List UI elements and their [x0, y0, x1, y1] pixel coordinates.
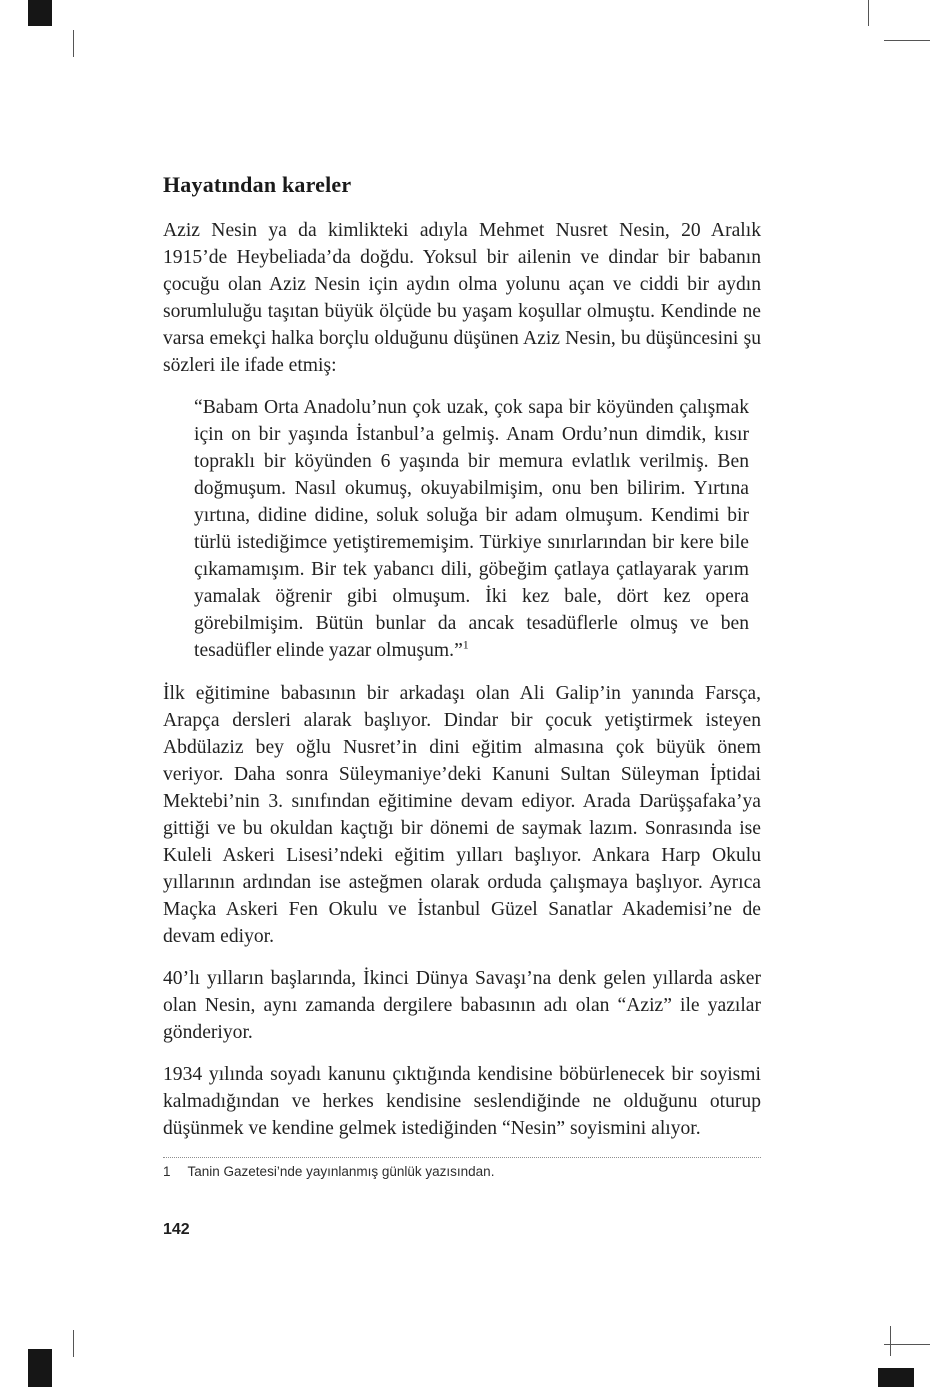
- crop-mark-line-bottom-left: [73, 1330, 74, 1357]
- footnote-text: Tanin Gazetesi’nde yayınlanmış günlük yazısından.: [187, 1164, 495, 1179]
- crop-mark-line-top-left: [73, 30, 74, 57]
- paragraph-education: İlk eğitimine babasının bir arkadaşı olan Ali Galip’in yanında Farsça, Arapça dersleri alarak başlıyor. Dindar bir çocuk yetiştirmek isteyen Abdülaziz bey oğlu Nusret’in dini eğitim almasına çok büyük önem veriyor. Daha sonra Süleymaniye’deki Kanuni Sultan Süleyman İptidai Mektebi’nin 3. sınıfından eğitimine devam ediyor. Arada Darüşşafaka’ya gittiği ve bu okuldan kaçtığı bir dönemi de saymak lazım. Sonrasında ise Kuleli Askeri Lisesi’ndeki eğitim yılları başlıyor. Ankara Harp Okulu yıllarının ardından ise asteğmen olarak orduda çalışmaya başlıyor. Ayrıca Maçka Askeri Fen Okulu ve İstanbul Güzel Sanatlar Akademisi’ne de devam ediyor.: [163, 683, 761, 947]
- crop-mark-line-top-right-horizontal: [884, 40, 930, 41]
- crop-mark-line-bottom-right-vertical: [890, 1326, 891, 1356]
- footnote-number: 1: [163, 1164, 171, 1179]
- paragraph-intro: Aziz Nesin ya da kimlikteki adıyla Mehmet Nusret Nesin, 20 Aralık 1915’de Heybeliada’da doğdu. Yoksul bir ailenin ve dindar bir babanın çocuğu olan Aziz Nesin için aydın olma yolunu açan ve ciddi bir aydın sorumluluğu taşıtan büyük ölçüde bu yaşam koşullar olmuştu. Kendinde ne varsa emekçi halka borçlu olduğunu düşünen Aziz Nesin, bu düşüncesini şu sözleri ile ifade etmiş:: [163, 220, 761, 376]
- blockquote-text: “Babam Orta Anadolu’nun çok uzak, çok sapa bir köyünden çalışmak için on bir yaşında İstanbul’a gelmiş. Anam Ordu’nun dimdik, kısır topraklı bir köyünden 6 yaşında bir memura evlatlık verilmiş. Ben doğmuşum. Nasıl okumuş, okuyabilmişim, onu ben bilirim. Yırtına yırtına, didine didine, soluk soluğa bir adam olmuşum. Kendimi bir türlü istediğimce yetiştirememişim. Türkiye sınırlarından bir kere bile çıkamamışım. Bir tek yabancı dili, göbeğim çatlaya çatlayarak yarım yamalak öğrenir gibi olmuşum. İki kez bale, dört kez opera görebilmişim. Bütün bunlar da ancak tesadüflerle olmuş ve ben tesadüfler elinde yazar olmuşum.”: [194, 397, 749, 661]
- page-content: [163, 172, 761, 1239]
- crop-mark-square-bottom-right: [878, 1368, 914, 1387]
- page-number: 142: [163, 1221, 190, 1238]
- blockquote: [194, 394, 749, 664]
- page-title: Hayatından kareler: [163, 172, 352, 197]
- paragraph-war-years: 40’lı yılların başlarında, İkinci Dünya Savaşı’na denk gelen yıllarda asker olan Nesin, aynı zamanda dergilere babasının adı olan “Aziz” ile yazılar gönderiyor.: [163, 968, 761, 1043]
- footnote: [163, 1158, 761, 1179]
- crop-mark-square-bottom-left: [28, 1349, 52, 1387]
- crop-mark-square-top-left: [28, 0, 52, 26]
- paragraph-surname: 1934 yılında soyadı kanunu çıktığında kendisine böbürlenecek bir soyismi kalmadığından ve herkes kendisine seslendiğinde ne olduğunu oturup düşünmek ve kendine gelmek istediğinden “Nesin” soyismini alıyor.: [163, 1064, 761, 1139]
- crop-mark-line-top-right-vertical: [868, 0, 869, 26]
- footnote-marker: 1: [462, 637, 469, 652]
- crop-mark-line-bottom-right-horizontal: [884, 1344, 930, 1345]
